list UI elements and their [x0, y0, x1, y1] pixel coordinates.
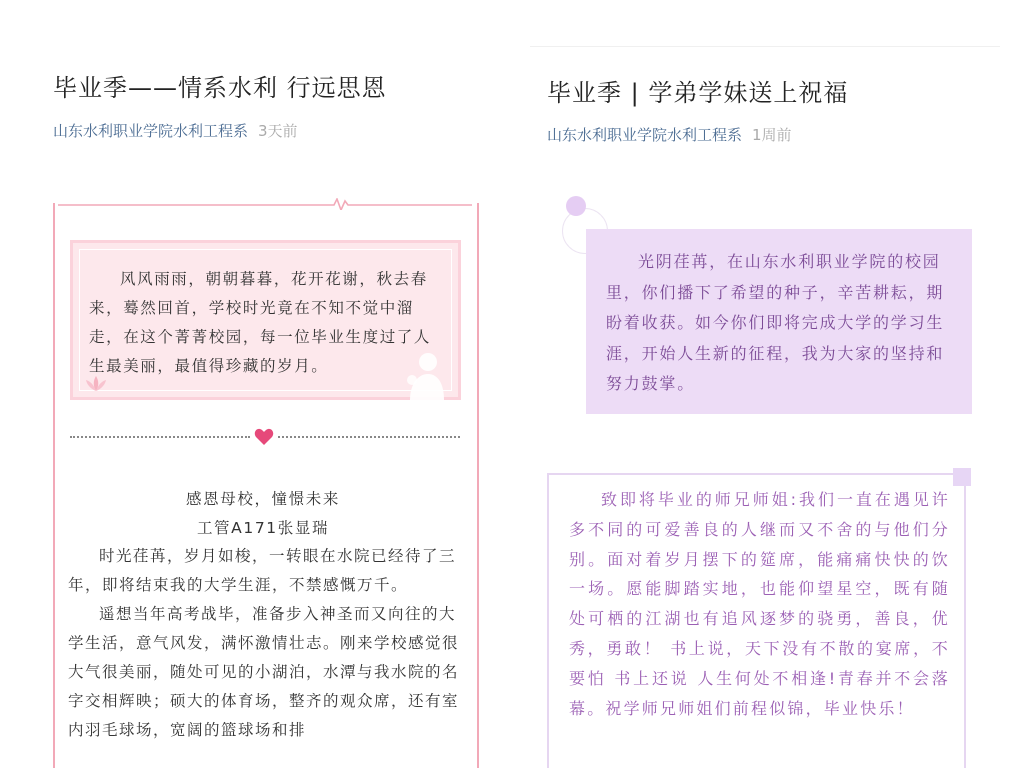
blessing-box [586, 229, 972, 414]
body-paragraph: 遥想当年高考战毕，准备步入神圣而又向往的大学生活，意气风发，满怀激情壮志。刚来学校感觉很大气很美丽，随处可见的小湖泊，水潭与我水院的名字交相辉映；硕大的体育场，整齐的观众席，还有室内羽毛球场，宽阔的篮球场和排 [68, 605, 460, 739]
quote-text: 风风雨雨，朝朝暮暮，花开花谢，秋去春来，蓦然回首，学校时光竟在不知不觉中溜走，在这个菁菁校园，每一位毕业生度过了人生最美丽，最值得珍藏的岁月。 [89, 270, 432, 375]
article-title[interactable]: 毕业季——情系水利 行远思恩 [53, 74, 387, 102]
article-title[interactable]: 毕业季 | 学弟学妹送上祝福 [547, 79, 849, 107]
decor-dot [566, 196, 586, 216]
article-heading: 感恩母校，憧憬未来 [186, 490, 340, 508]
source-name[interactable]: 山东水利职业学院水利工程系 [53, 122, 249, 140]
decor-square [953, 468, 971, 486]
body-paragraph: 时光荏苒，岁月如梭，一转眼在水院已经待了三年，即将结束我的大学生涯，不禁感慨万千。 [68, 547, 457, 594]
article-body [68, 542, 464, 745]
publish-time: 3天前 [258, 122, 298, 140]
article-meta [547, 124, 792, 145]
divider-left [70, 436, 250, 438]
blessing-text: 光阴荏苒，在山东水利职业学院的校园里，你们播下了希望的种子，辛苦耕耘，期盼着收获。如今你们即将完成大学的学习生涯，开始人生新的征程，我为大家的坚持和努力鼓掌。 [606, 252, 945, 393]
message-text: 致即将毕业的师兄师姐:我们一直在遇见许多不同的可爱善良的人继而又不舍的与他们分别。面对着岁月摆下的筵席，能痛痛快快的饮一场。愿能脚踏实地，也能仰望星空，既有随处可栖的江湖也有追风逐梦的骁勇，善良，优秀，勇敢！ 书上说，天下没有不散的宴席，不要怕 书上还说 人生何处不相逢!青春并不会落幕。祝学师兄师姐们前程似锦，毕业快乐！ [569, 490, 950, 718]
publish-time: 1周前 [752, 126, 792, 144]
source-name[interactable]: 山东水利职业学院水利工程系 [547, 126, 743, 144]
lotus-icon [84, 374, 108, 394]
article-author: 工管A171张显瑞 [196, 519, 330, 537]
message-box [547, 473, 966, 768]
silhouette-icon [400, 350, 446, 400]
heart-icon [254, 428, 274, 446]
article-meta [53, 120, 298, 141]
top-rule [530, 46, 1000, 47]
divider-right [278, 436, 460, 438]
